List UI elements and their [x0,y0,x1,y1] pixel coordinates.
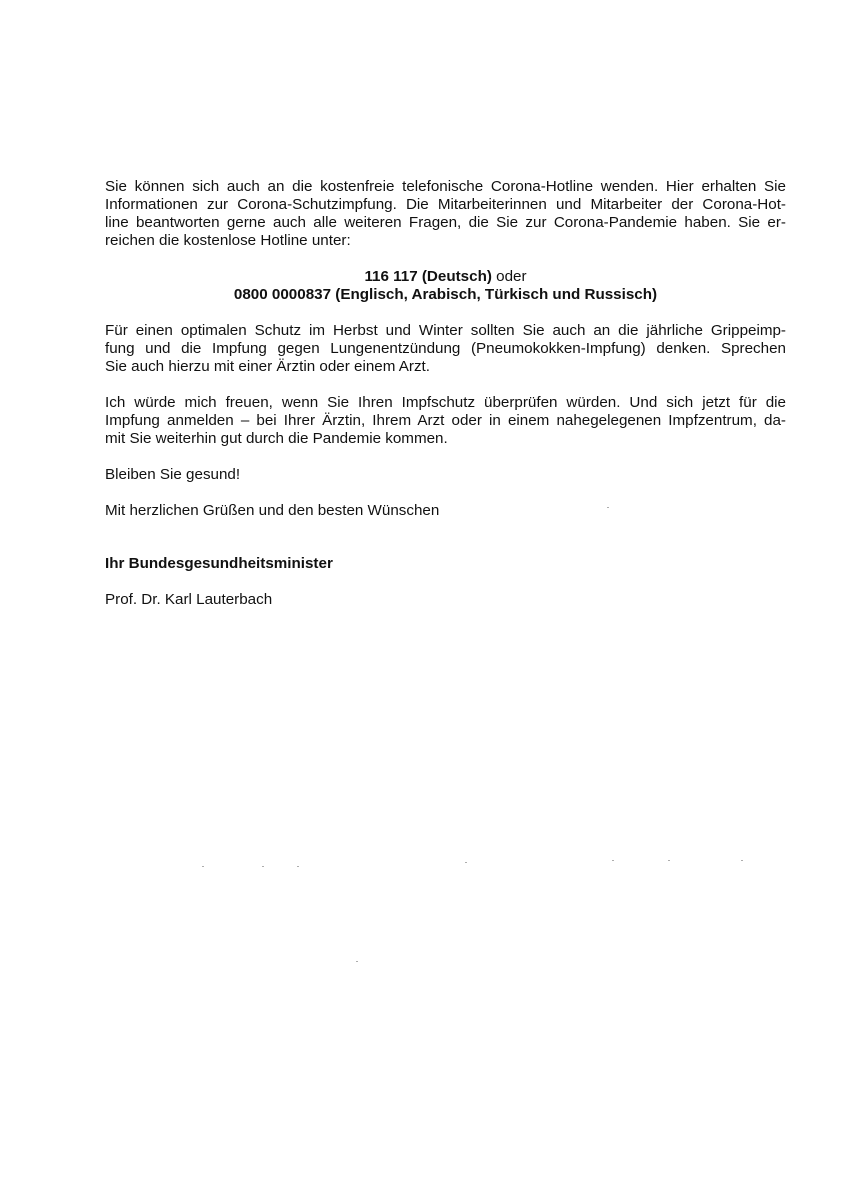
hotline-numbers [105,268,786,304]
hotline-german [105,268,786,286]
scan-speck [262,866,264,867]
scan-speck [356,961,358,962]
scan-speck [202,866,204,867]
paragraph-line: Impfung anmelden – bei Ihrer Ärztin, Ihrem Arzt oder in einem nahegelegenen Impfzentrum, da- [105,412,786,429]
paragraph-line: mit Sie weiterhin gut durch die Pandemie kommen. [105,430,448,447]
hotline-foreign-languages: 0800 0000837 (Englisch, Arabisch, Türkisch und Russisch) [233,286,658,303]
scan-speck [465,862,467,863]
scan-speck [668,860,670,861]
paragraph-line: Ich würde mich freuen, wenn Sie Ihren Impfschutz überprüfen würden. Und sich jetzt für die [105,394,786,411]
paragraph-line: Für einen optimalen Schutz im Herbst und Winter sollten Sie auch an die jährliche Grippeimp- [105,322,786,339]
paragraph-line: Sie auch hierzu mit einer Ärztin oder einem Arzt. [105,358,430,375]
paragraph-line: reichen die kostenlose Hotline unter: [105,232,351,249]
paragraph-line: fung und die Impfung gegen Lungenentzündung (Pneumokokken-Impfung) denken. Sprechen [105,340,786,357]
paragraph-line: Informationen zur Corona-Schutzimpfung. Die Mitarbeiterinnen und Mitarbeiter der Corona-Hot- [105,196,786,213]
closing-wish: Bleiben Sie gesund! [105,466,241,483]
greeting: Mit herzlichen Grüßen und den besten Wünschen [105,502,440,519]
letter-body [105,178,786,609]
hotline-connector: oder [491,268,527,285]
check-vaccination-paragraph [105,394,786,448]
scan-speck [612,860,614,861]
paragraph-line: Sie können sich auch an die kostenfreie telefonische Corona-Hotline wenden. Hier erhalten Sie [105,178,786,195]
scan-speck [607,507,609,508]
signature-name: Prof. Dr. Karl Lauterbach [105,591,273,608]
hotline-intro-paragraph [105,178,786,250]
scan-speck [741,860,743,861]
scan-speck [297,866,299,867]
paragraph-line: line beantworten gerne auch alle weiteren Fragen, die Sie zur Corona-Pandemie haben. Sie er- [105,214,786,231]
hotline-german-number: 116 117 (Deutsch) [364,268,492,285]
signature-title: Ihr Bundesgesundheitsminister [105,555,333,572]
flu-vaccination-paragraph [105,322,786,376]
